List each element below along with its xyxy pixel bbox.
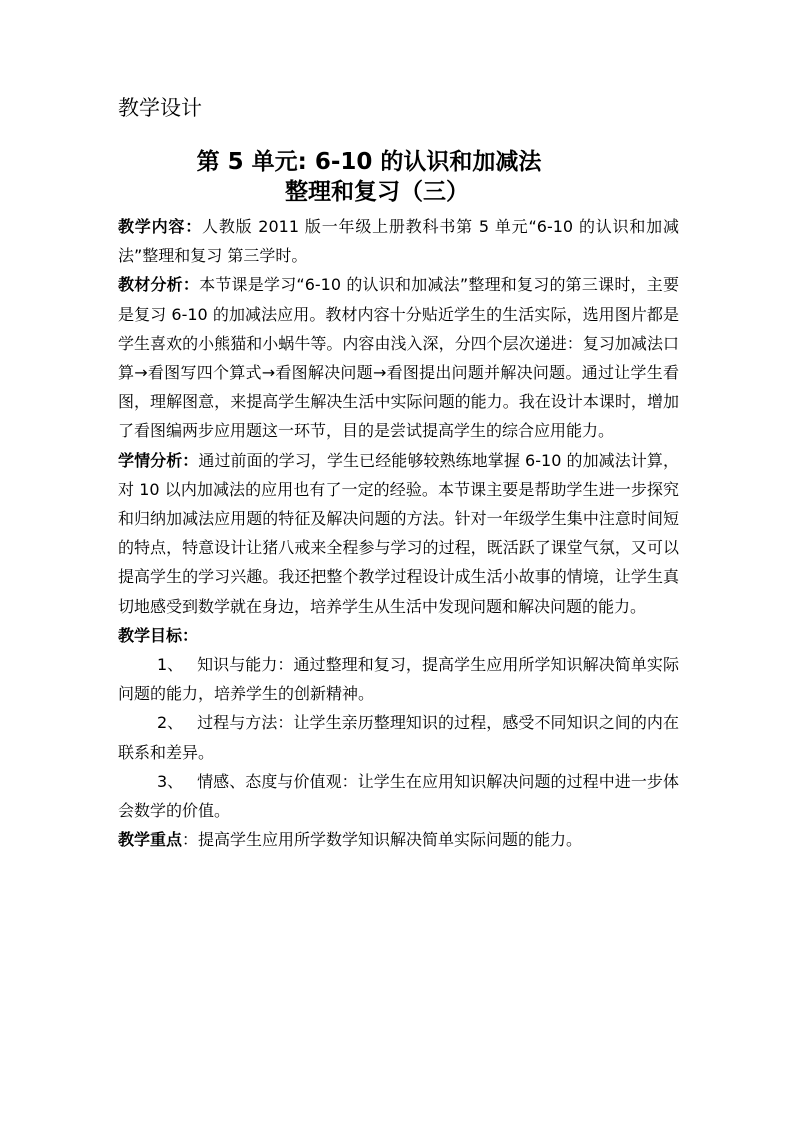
goal-number: 3、: [157, 771, 184, 791]
goal-number: 2、: [157, 713, 184, 733]
goal-item: [118, 708, 679, 766]
section-student-analysis: [118, 446, 679, 621]
section-text: 本节课是学习“6-10 的认识和加减法”整理和复习的第三课时，主要是复习 6-10 的加减法应用。教材内容十分贴近学生的生活实际，选用图片都是学生喜欢的小熊猫和小蜗牛等。内容由浅入深，分四个层次递进：复习加减法口算→看图写四个算式→看图解决问题→看图提出问题并解决问题。通过让学生看图，理解图意，来提高学生解决生活中实际问题的能力。我在设计本课时，增加了看图编两步应用题这一环节，目的是尝试提高学生的综合应用能力。: [118, 275, 679, 441]
section-label: 教材分析：: [118, 275, 200, 295]
section-material-analysis: [118, 270, 679, 445]
section-label: 教学目标：: [118, 625, 199, 645]
section-text: 通过前面的学习，学生已经能够较熟练地掌握 6-10 的加减法计算，对 10 以内加减法的应用也有了一定的经验。本节课主要是帮助学生进一步探究和归纳加减法应用题的特征及解决问题的方法。针对一年级学生集中注意时间短的特点，特意设计让猪八戒来全程参与学习的过程，既活跃了课堂气氛，又可以提高学生的学习兴趣。我还把整个教学过程设计成生活小故事的情境，让学生真切地感受到数学就在身边，培养学生从生活中发现问题和解决问题的能力。: [118, 450, 679, 616]
goal-number: 1、: [157, 655, 184, 675]
unit-title: 第 5 单元: 6-10 的认识和加减法: [196, 149, 542, 175]
section-label: 学情分析：: [118, 450, 199, 470]
goal-item: [118, 767, 679, 825]
lesson-title: 整理和复习（三）: [285, 179, 469, 205]
section-teaching-goals: [118, 621, 679, 650]
document-body: [118, 212, 679, 854]
section-text: 人教版 2011 版一年级上册教科书第 5 单元“6-10 的认识和加减法”整理和复习 第三学时。: [118, 217, 679, 266]
goal-text: 知识与能力：通过整理和复习，提高学生应用所学知识解决简单实际问题的能力，培养学生的创新精神。: [118, 655, 679, 704]
section-label: 教学内容：: [118, 217, 203, 236]
document-label: 教学设计: [118, 96, 202, 120]
section-teaching-content: [118, 212, 679, 270]
goal-text: 过程与方法：让学生亲历整理知识的过程，感受不同知识之间的内在联系和差异。: [118, 713, 679, 762]
section-label: 教学重点: [118, 830, 183, 850]
goal-item: [118, 650, 679, 708]
goal-text: 情感、态度与价值观：让学生在应用知识解决问题的过程中进一步体会数学的价值。: [118, 771, 679, 821]
section-key-point: [118, 825, 679, 854]
section-text: ：提高学生应用所学数学知识解决简单实际问题的能力。: [182, 830, 583, 850]
